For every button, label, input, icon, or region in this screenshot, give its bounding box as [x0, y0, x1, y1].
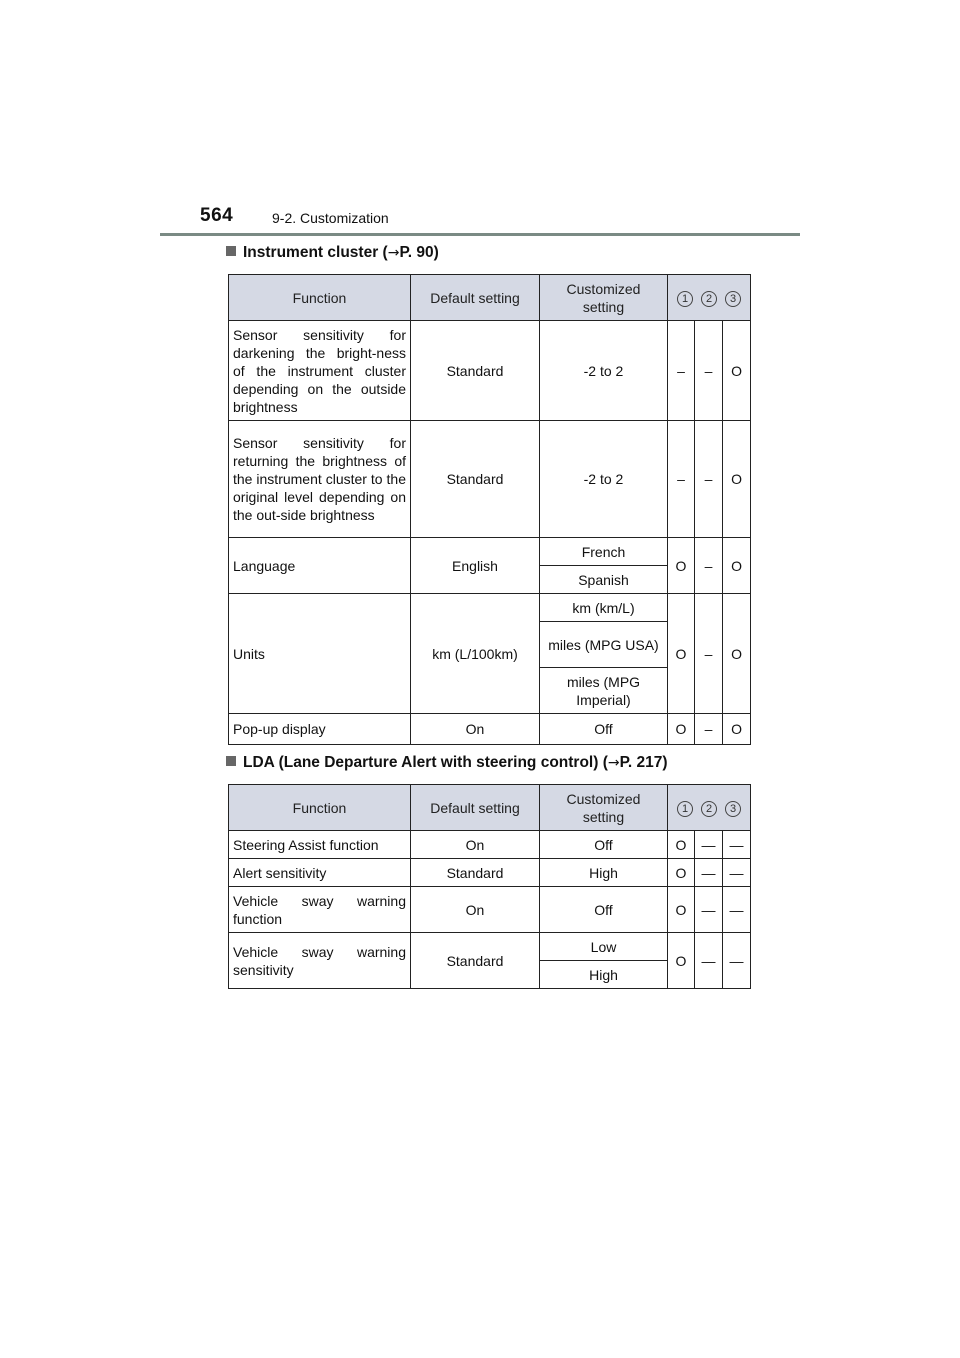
method-1-cell: O	[668, 538, 695, 594]
page-header	[200, 205, 800, 235]
default-setting-column-header: Default setting	[411, 275, 540, 321]
page-number: 564	[200, 205, 234, 226]
customized-cell: Off	[540, 887, 668, 933]
square-bullet-icon	[226, 246, 236, 256]
page-reference-link[interactable]: P. 90)	[399, 244, 439, 261]
lda-table	[228, 784, 751, 989]
heading-title: Instrument cluster (	[243, 244, 388, 261]
section-title: 9-2. Customization	[272, 210, 389, 226]
method-1-cell: O	[668, 887, 695, 933]
default-cell: On	[411, 714, 540, 745]
default-cell: Standard	[411, 421, 540, 538]
customized-cell: French	[540, 538, 668, 566]
method-3-cell: O	[723, 594, 751, 714]
function-cell: Language	[229, 538, 411, 594]
function-cell: Units	[229, 594, 411, 714]
default-cell: Standard	[411, 859, 540, 887]
method-2-cell: –	[695, 594, 723, 714]
customized-cell: Off	[540, 831, 668, 859]
instrument-cluster-table	[228, 274, 751, 745]
table-row	[229, 421, 751, 538]
arrow-right-icon: →	[607, 755, 620, 771]
method-2-cell: –	[695, 714, 723, 745]
customized-cell: -2 to 2	[540, 421, 668, 538]
table-header-row	[229, 785, 751, 831]
arrow-right-icon: →	[387, 245, 400, 261]
customized-cell: -2 to 2	[540, 321, 668, 421]
circled-3-icon: 3	[725, 291, 741, 307]
method-2-cell: —	[695, 887, 723, 933]
function-cell: Sensor sensitivity for darkening the bright-ness of the instrument cluster depending on the outside brightness	[229, 321, 411, 421]
function-cell: Sensor sensitivity for returning the brightness of the instrument cluster to the original level depending on the out-side brightness	[229, 421, 411, 538]
default-cell: On	[411, 887, 540, 933]
function-cell: Alert sensitivity	[229, 859, 411, 887]
header-divider	[160, 233, 800, 236]
customized-cell: km (km/L)	[540, 594, 668, 622]
heading-title: LDA (Lane Departure Alert with steering control) (	[243, 754, 608, 771]
customized-cell: High	[540, 859, 668, 887]
table-row	[229, 859, 751, 887]
function-cell: Steering Assist function	[229, 831, 411, 859]
method-3-cell: —	[723, 933, 751, 989]
function-column-header: Function	[229, 275, 411, 321]
method-1-cell: O	[668, 594, 695, 714]
table-row	[229, 538, 751, 566]
function-cell: Pop-up display	[229, 714, 411, 745]
table-row	[229, 594, 751, 622]
method-3-cell: O	[723, 321, 751, 421]
customized-cell: miles (MPG Imperial)	[540, 668, 668, 714]
function-cell: Vehicle sway warning sensitivity	[229, 933, 411, 989]
customized-cell: Low	[540, 933, 668, 961]
circled-1-icon: 1	[677, 291, 693, 307]
customized-setting-column-header: Customized setting	[540, 275, 668, 321]
default-cell: km (L/100km)	[411, 594, 540, 714]
default-setting-column-header: Default setting	[411, 785, 540, 831]
lda-heading	[226, 754, 668, 772]
table-row	[229, 831, 751, 859]
default-cell: English	[411, 538, 540, 594]
method-1-cell: –	[668, 321, 695, 421]
default-cell: Standard	[411, 321, 540, 421]
function-cell: Vehicle sway warning function	[229, 887, 411, 933]
customized-cell: Off	[540, 714, 668, 745]
method-2-cell: —	[695, 831, 723, 859]
circled-2-icon: 2	[701, 801, 717, 817]
table-header-row	[229, 275, 751, 321]
method-3-cell: —	[723, 859, 751, 887]
circled-2-icon: 2	[701, 291, 717, 307]
method-2-cell: —	[695, 933, 723, 989]
table-row	[229, 321, 751, 421]
settings-method-column-header	[668, 785, 751, 831]
customized-cell: High	[540, 961, 668, 989]
function-column-header: Function	[229, 785, 411, 831]
method-3-cell: O	[723, 421, 751, 538]
method-2-cell: –	[695, 421, 723, 538]
settings-method-column-header	[668, 275, 751, 321]
customized-cell: miles (MPG USA)	[540, 622, 668, 668]
method-3-cell: O	[723, 714, 751, 745]
circled-3-icon: 3	[725, 801, 741, 817]
table-row	[229, 887, 751, 933]
method-2-cell: –	[695, 538, 723, 594]
table-row	[229, 714, 751, 745]
method-1-cell: O	[668, 714, 695, 745]
square-bullet-icon	[226, 756, 236, 766]
default-cell: Standard	[411, 933, 540, 989]
method-1-cell: O	[668, 831, 695, 859]
method-1-cell: O	[668, 933, 695, 989]
customized-cell: Spanish	[540, 566, 668, 594]
circled-1-icon: 1	[677, 801, 693, 817]
default-cell: On	[411, 831, 540, 859]
method-3-cell: —	[723, 887, 751, 933]
method-1-cell: O	[668, 859, 695, 887]
instrument-cluster-heading	[226, 244, 439, 262]
method-2-cell: –	[695, 321, 723, 421]
table-row	[229, 933, 751, 961]
page-reference-link[interactable]: P. 217)	[619, 754, 668, 771]
customized-setting-column-header: Customized setting	[540, 785, 668, 831]
method-1-cell: –	[668, 421, 695, 538]
method-2-cell: —	[695, 859, 723, 887]
method-3-cell: O	[723, 538, 751, 594]
method-3-cell: —	[723, 831, 751, 859]
